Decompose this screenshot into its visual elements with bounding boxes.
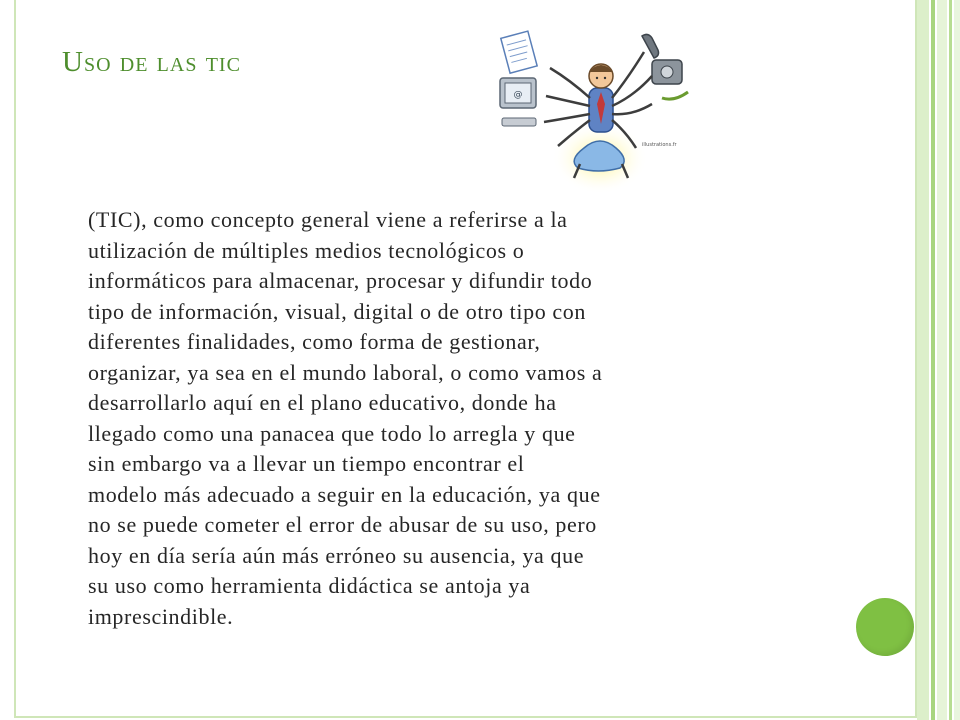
- illustration-credit: illustrations.fr: [642, 142, 677, 148]
- slide-title: Uso de las tic: [62, 46, 241, 78]
- right-decorative-band: [937, 0, 947, 720]
- body-paragraph: (TIC), como concepto general viene a referirse a la utilización de múltiples medios tecnológicos o informáticos para almacenar, procesar y difundir todo tipo de información, visual, digital o de otro tipo con diferentes finalidades, como forma de gestionar, organizar, ya sea en el mundo laboral, o como vamos a desarrollarlo aquí en el plano educativo, donde ha llegado como una panacea que todo lo arregla y que sin embargo va a llevar un tiempo encontrar el modelo más adecuado a seguir en la educación, ya que no se puede cometer el error de abusar de su uso, pero hoy en día sería aún más erróneo su ausencia, ya que su uso como herramienta didáctica se antoja ya imprescindible.: [88, 207, 603, 629]
- svg-text:@: @: [513, 90, 523, 100]
- right-decorative-band: [917, 0, 929, 720]
- right-decorative-stripe: [931, 0, 935, 720]
- multitasking-person-illustration: [492, 28, 704, 198]
- green-circle-decoration: [856, 598, 914, 656]
- right-decorative-band: [954, 0, 960, 720]
- right-decorative-stripe: [949, 0, 952, 720]
